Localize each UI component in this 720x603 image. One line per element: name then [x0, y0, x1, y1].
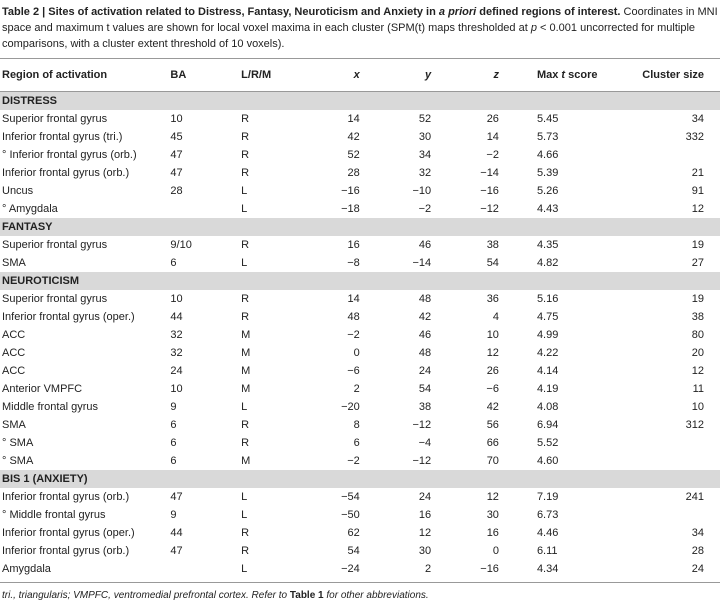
- cell-region: ° SMA: [2, 455, 34, 467]
- header-y: y: [360, 59, 431, 92]
- cell-cluster-size: [642, 434, 720, 452]
- cell-x: −6: [347, 365, 360, 377]
- cell-y: 48: [418, 347, 432, 359]
- cell-cluster-size: 19: [691, 239, 704, 251]
- table-row: [0, 380, 720, 398]
- cell-x: 14: [347, 113, 360, 125]
- cell-z: 10: [486, 329, 499, 341]
- cell-y: 48: [418, 293, 432, 305]
- cell-lrm: R: [241, 113, 250, 125]
- cell-tscore: 5.45: [536, 113, 559, 125]
- section-title: NEUROTICISM: [0, 272, 720, 290]
- cell-z: −16: [480, 185, 499, 197]
- cell-y: 38: [418, 401, 432, 413]
- caption-p-symbol: p: [530, 22, 537, 34]
- cell-tscore: 4.75: [536, 311, 559, 323]
- cell-region: Superior frontal gyrus: [2, 293, 108, 305]
- cell-x: 8: [353, 419, 360, 431]
- cell-x: 48: [347, 311, 360, 323]
- cell-x: −50: [341, 509, 360, 521]
- cell-z: 26: [486, 365, 499, 377]
- cell-x: 2: [353, 383, 360, 395]
- cell-lrm: R: [241, 527, 250, 539]
- section-header-row: [0, 218, 720, 236]
- table-row: [0, 326, 720, 344]
- cell-y: 32: [418, 167, 432, 179]
- cell-x: −2: [347, 329, 360, 341]
- cell-region: Inferior frontal gyrus (tri.): [2, 131, 123, 143]
- cell-cluster-size: 27: [691, 257, 704, 269]
- cell-ba: 9: [170, 401, 177, 413]
- cell-ba: 9: [170, 509, 177, 521]
- cell-z: 30: [486, 509, 499, 521]
- footnote: tri., triangularis; VMPFC, ventromedial prefrontal cortex. Refer to Table 1 for other abbreviations.: [0, 582, 720, 603]
- cell-region: ACC: [2, 329, 26, 341]
- cell-region: ° SMA: [2, 437, 34, 449]
- cell-region: ACC: [2, 347, 26, 359]
- cell-lrm: R: [241, 293, 250, 305]
- cell-ba: 6: [170, 257, 177, 269]
- cell-tscore: 4.82: [536, 257, 559, 269]
- cell-x: −2: [347, 455, 360, 467]
- cell-x: −18: [341, 203, 360, 215]
- cell-y: 46: [418, 239, 432, 251]
- cell-y: −12: [412, 419, 432, 431]
- cell-z: 70: [486, 455, 499, 467]
- cell-cluster-size: 80: [691, 329, 704, 341]
- cell-ba: 9/10: [170, 239, 192, 251]
- table-row: [0, 110, 720, 128]
- cell-z: 16: [486, 527, 499, 539]
- cell-z: 38: [486, 239, 499, 251]
- table-row: [0, 308, 720, 326]
- cell-ba: [170, 200, 241, 218]
- cell-ba: 32: [170, 347, 183, 359]
- section-header-row: [0, 272, 720, 290]
- cell-x: 6: [353, 437, 360, 449]
- cell-lrm: L: [241, 401, 248, 413]
- cell-x: −16: [341, 185, 360, 197]
- table-row: [0, 236, 720, 254]
- cell-region: ° Amygdala: [2, 203, 58, 215]
- table-row: [0, 452, 720, 470]
- cell-lrm: M: [241, 365, 251, 377]
- cell-cluster-size: 21: [691, 167, 704, 179]
- cell-ba: 44: [170, 527, 183, 539]
- cell-x: 28: [347, 167, 360, 179]
- cell-ba: 6: [170, 419, 177, 431]
- cell-x: −24: [341, 563, 360, 575]
- cell-z: 14: [486, 131, 499, 143]
- cell-z: 56: [486, 419, 499, 431]
- cell-tscore: 4.35: [536, 239, 559, 251]
- header-lrm: L/R/M: [241, 59, 307, 92]
- table-row: [0, 182, 720, 200]
- cell-x: 52: [347, 149, 360, 161]
- cell-ba: 10: [170, 113, 183, 125]
- cell-z: 36: [486, 293, 499, 305]
- cell-x: 0: [353, 347, 360, 359]
- cell-ba: 6: [170, 455, 177, 467]
- cell-z: 42: [486, 401, 499, 413]
- section-title: DISTRESS: [0, 92, 720, 111]
- cell-z: −2: [486, 149, 499, 161]
- section-header-row: [0, 470, 720, 488]
- cell-x: 42: [347, 131, 360, 143]
- cell-region: Amygdala: [2, 563, 51, 575]
- cell-z: 12: [486, 347, 499, 359]
- cell-tscore: 4.43: [536, 203, 559, 215]
- cell-ba: 32: [170, 329, 183, 341]
- cell-lrm: R: [241, 239, 250, 251]
- cell-region: SMA: [2, 419, 26, 431]
- cell-ba: 47: [170, 491, 183, 503]
- cell-cluster-size: 19: [691, 293, 704, 305]
- cell-cluster-size: 312: [685, 419, 704, 431]
- cell-ba: 10: [170, 293, 183, 305]
- cell-cluster-size: 20: [691, 347, 704, 359]
- header-tscore: Max t score: [499, 59, 642, 92]
- cell-y: −10: [412, 185, 432, 197]
- table-row: [0, 200, 720, 218]
- cell-cluster-size: 38: [691, 311, 704, 323]
- cell-ba: 28: [170, 185, 183, 197]
- cell-lrm: L: [241, 563, 248, 575]
- header-ba: BA: [170, 59, 241, 92]
- cell-z: −16: [480, 563, 499, 575]
- section-title: BIS 1 (ANXIETY): [0, 470, 720, 488]
- cell-x: −8: [347, 257, 360, 269]
- cell-y: 30: [418, 545, 432, 557]
- cell-z: 12: [486, 491, 499, 503]
- cell-y: −4: [418, 437, 432, 449]
- cell-z: −14: [480, 167, 499, 179]
- header-x: x: [307, 59, 359, 92]
- cell-region: Inferior frontal gyrus (oper.): [2, 527, 135, 539]
- cell-x: 62: [347, 527, 360, 539]
- cell-lrm: M: [241, 455, 251, 467]
- table-row: [0, 542, 720, 560]
- cell-lrm: R: [241, 149, 250, 161]
- cell-tscore: 4.14: [536, 365, 559, 377]
- cell-y: 54: [418, 383, 432, 395]
- table-body: [0, 92, 720, 579]
- cell-cluster-size: 332: [685, 131, 704, 143]
- cell-cluster-size: 24: [691, 563, 704, 575]
- cell-lrm: M: [241, 347, 251, 359]
- cell-x: 16: [347, 239, 360, 251]
- cell-tscore: 5.16: [536, 293, 559, 305]
- cell-y: 46: [418, 329, 432, 341]
- cell-y: −2: [418, 203, 432, 215]
- cell-tscore: 4.46: [536, 527, 559, 539]
- cell-cluster-size: 28: [691, 545, 704, 557]
- cell-lrm: R: [241, 131, 250, 143]
- cell-lrm: L: [241, 257, 248, 269]
- cell-region: Inferior frontal gyrus (oper.): [2, 311, 135, 323]
- cell-y: 24: [418, 491, 432, 503]
- table-row: [0, 560, 720, 578]
- cell-region: Inferior frontal gyrus (orb.): [2, 167, 130, 179]
- cell-lrm: R: [241, 437, 250, 449]
- cell-tscore: 5.52: [536, 437, 559, 449]
- cell-ba: [170, 560, 241, 578]
- cell-lrm: R: [241, 167, 250, 179]
- table-row: [0, 254, 720, 272]
- cell-ba: 6: [170, 437, 177, 449]
- cell-lrm: L: [241, 491, 248, 503]
- cell-x: −54: [341, 491, 360, 503]
- table-row: [0, 434, 720, 452]
- table-caption: [0, 0, 720, 58]
- cell-tscore: 6.11: [536, 545, 558, 557]
- cell-region: Superior frontal gyrus: [2, 113, 108, 125]
- cell-x: 14: [347, 293, 360, 305]
- cell-y: 2: [425, 563, 432, 575]
- section-header-row: [0, 92, 720, 111]
- header-region: Region of activation: [0, 59, 170, 92]
- table-row: [0, 344, 720, 362]
- table-row: [0, 416, 720, 434]
- cell-ba: 45: [170, 131, 183, 143]
- cell-region: Anterior VMPFC: [2, 383, 83, 395]
- cell-y: 34: [418, 149, 432, 161]
- cell-z: −12: [480, 203, 499, 215]
- cell-y: 16: [418, 509, 432, 521]
- cell-y: −14: [412, 257, 432, 269]
- cell-lrm: M: [241, 329, 251, 341]
- cell-tscore: 5.39: [536, 167, 559, 179]
- header-z: z: [431, 59, 499, 92]
- cell-lrm: L: [241, 203, 248, 215]
- cell-z: 4: [492, 311, 499, 323]
- table-row: [0, 506, 720, 524]
- cell-y: −12: [412, 455, 432, 467]
- cell-region: ° Inferior frontal gyrus (orb.): [2, 149, 137, 161]
- cell-lrm: L: [241, 185, 248, 197]
- table-row: [0, 128, 720, 146]
- section-title: FANTASY: [0, 218, 720, 236]
- cell-x: 54: [347, 545, 360, 557]
- activation-table: [0, 58, 720, 578]
- cell-ba: 24: [170, 365, 183, 377]
- cell-ba: 47: [170, 167, 183, 179]
- table-row: [0, 398, 720, 416]
- cell-lrm: L: [241, 509, 248, 521]
- cell-lrm: M: [241, 383, 251, 395]
- cell-tscore: 4.34: [536, 563, 559, 575]
- cell-y: 30: [418, 131, 432, 143]
- cell-y: 12: [418, 527, 432, 539]
- cell-cluster-size: 10: [691, 401, 704, 413]
- table-row: [0, 146, 720, 164]
- cell-ba: 47: [170, 545, 183, 557]
- cell-lrm: R: [241, 311, 250, 323]
- cell-z: −6: [486, 383, 499, 395]
- table-row: [0, 290, 720, 308]
- caption-title: Table 2 | Sites of activation related to Distress, Fantasy, Neuroticism and Anxiety in a priori defined regions of interest.: [2, 6, 621, 18]
- cell-z: 54: [486, 257, 499, 269]
- table-row: [0, 164, 720, 182]
- cell-cluster-size: 12: [691, 203, 704, 215]
- caption-description-tail: < 0.001 uncorrected for multiple comparisons, with a cluster extent threshold of 10 voxels).: [2, 22, 696, 50]
- cell-region: Middle frontal gyrus: [2, 401, 98, 413]
- caption-description: Coordinates in MNI space and maximum t values are shown for local voxel maxima in each cluster (SPM(t) maps thresholded at: [2, 6, 718, 34]
- cell-ba: 47: [170, 149, 183, 161]
- cell-cluster-size: 12: [691, 365, 704, 377]
- cell-tscore: 6.94: [536, 419, 559, 431]
- cell-y: 42: [418, 311, 432, 323]
- cell-tscore: 4.22: [536, 347, 559, 359]
- cell-region: SMA: [2, 257, 26, 269]
- cell-tscore: 4.08: [536, 401, 559, 413]
- cell-y: 52: [418, 113, 432, 125]
- cell-cluster-size: 34: [691, 113, 704, 125]
- cell-z: 26: [486, 113, 499, 125]
- cell-cluster-size: 34: [691, 527, 704, 539]
- cell-region: ° Middle frontal gyrus: [2, 509, 106, 521]
- cell-z: 0: [492, 545, 499, 557]
- header-row: [0, 59, 720, 92]
- header-cluster-size: Cluster size: [642, 59, 720, 92]
- cell-lrm: R: [241, 419, 250, 431]
- cell-ba: 44: [170, 311, 183, 323]
- cell-cluster-size: [642, 506, 720, 524]
- table-row: [0, 362, 720, 380]
- cell-region: ACC: [2, 365, 26, 377]
- cell-region: Inferior frontal gyrus (orb.): [2, 491, 130, 503]
- cell-tscore: 5.73: [536, 131, 559, 143]
- cell-tscore: 7.19: [536, 491, 559, 503]
- cell-region: Uncus: [2, 185, 34, 197]
- table-row: [0, 524, 720, 542]
- cell-region: Superior frontal gyrus: [2, 239, 108, 251]
- cell-cluster-size: [642, 452, 720, 470]
- cell-tscore: 4.60: [536, 455, 559, 467]
- cell-ba: 10: [170, 383, 183, 395]
- cell-x: −20: [341, 401, 360, 413]
- cell-cluster-size: 11: [692, 383, 704, 395]
- cell-tscore: 4.66: [536, 149, 559, 161]
- cell-cluster-size: [642, 146, 720, 164]
- cell-region: Inferior frontal gyrus (orb.): [2, 545, 130, 557]
- cell-y: 24: [418, 365, 432, 377]
- table-row: [0, 488, 720, 506]
- cell-cluster-size: 241: [685, 491, 704, 503]
- cell-tscore: 5.26: [536, 185, 559, 197]
- cell-tscore: 4.99: [536, 329, 559, 341]
- cell-tscore: 6.73: [536, 509, 559, 521]
- cell-cluster-size: 91: [691, 185, 704, 197]
- cell-lrm: R: [241, 545, 250, 557]
- cell-z: 66: [486, 437, 499, 449]
- cell-tscore: 4.19: [536, 383, 559, 395]
